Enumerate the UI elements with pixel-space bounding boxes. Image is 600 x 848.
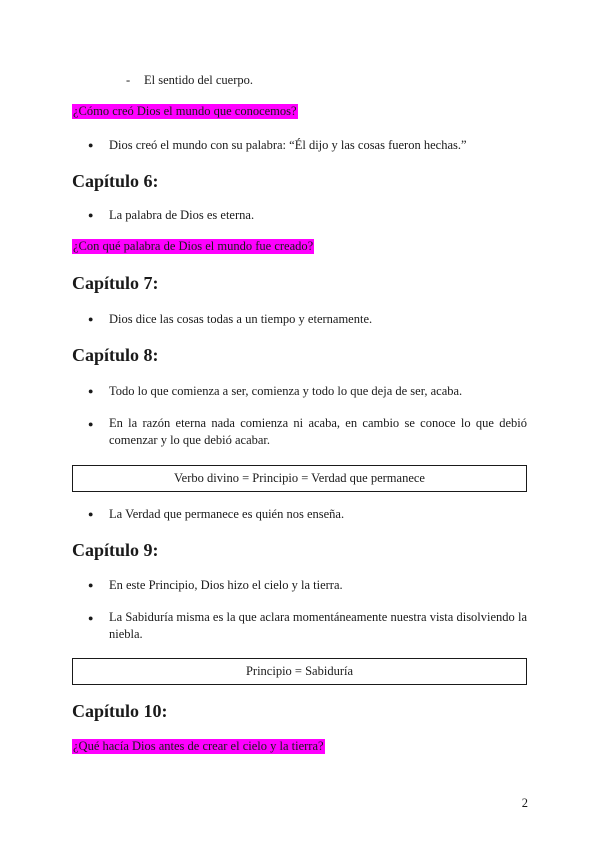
bullet-text: La Verdad que permanece es quién nos enseña. [109, 507, 345, 521]
bullet-text: En este Principio, Dios hizo el cielo y la tierra. [109, 578, 343, 592]
bullet-item-marker [88, 610, 109, 626]
bullet-text-multiline: En la razón eterna nada comienza ni acaba, en cambio se conoce lo que debió comenzar y lo que debió acabar. [109, 416, 527, 447]
bullet-item [88, 506, 344, 522]
dash-marker: - [126, 73, 131, 87]
bullet-icon: ● [88, 580, 94, 590]
bullet-item-marker [88, 416, 109, 432]
chapter-heading: Capítulo 9: [72, 540, 159, 560]
chapter-heading: Capítulo 6: [72, 171, 159, 191]
highlighted-question: ¿Con qué palabra de Dios el mundo fue creado? [73, 239, 314, 253]
page-number: 2 [521, 796, 528, 810]
highlighted-question: ¿Qué hacía Dios antes de crear el cielo y la tierra? [73, 739, 324, 753]
bullet-icon: ● [88, 613, 94, 623]
bullet-text-multiline: La Sabiduría misma es la que aclara momentáneamente nuestra vista disolviendo la niebla. [109, 610, 527, 641]
chapter-heading: Capítulo 8: [72, 345, 159, 365]
bullet-item [88, 383, 462, 399]
bullet-text: Todo lo que comienza a ser, comienza y todo lo que deja de ser, acaba. [109, 384, 463, 398]
bullet-item [88, 207, 254, 223]
bullet-item [88, 137, 467, 153]
chapter-heading: Capítulo 10: [72, 701, 168, 721]
list-item-text: El sentido del cuerpo. [144, 73, 253, 87]
definition-box: Principio = Sabiduría [72, 658, 527, 685]
bullet-item [88, 577, 343, 593]
bullet-text: Dios creó el mundo con su palabra: “Él dijo y las cosas fueron hechas.” [109, 138, 467, 152]
bullet-icon: ● [88, 314, 94, 324]
definition-box: Verbo divino = Principio = Verdad que permanece [72, 465, 527, 492]
highlighted-question: ¿Cómo creó Dios el mundo que conocemos? [73, 104, 297, 118]
bullet-text: La palabra de Dios es eterna. [109, 208, 255, 222]
bullet-icon: ● [88, 386, 94, 396]
dash-list-item [126, 72, 253, 88]
bullet-icon: ● [88, 419, 94, 429]
bullet-icon: ● [88, 509, 94, 519]
chapter-heading: Capítulo 7: [72, 273, 159, 293]
bullet-icon: ● [88, 140, 94, 150]
bullet-icon: ● [88, 210, 94, 220]
bullet-text: Dios dice las cosas todas a un tiempo y eternamente. [109, 312, 373, 326]
bullet-item [88, 311, 372, 327]
